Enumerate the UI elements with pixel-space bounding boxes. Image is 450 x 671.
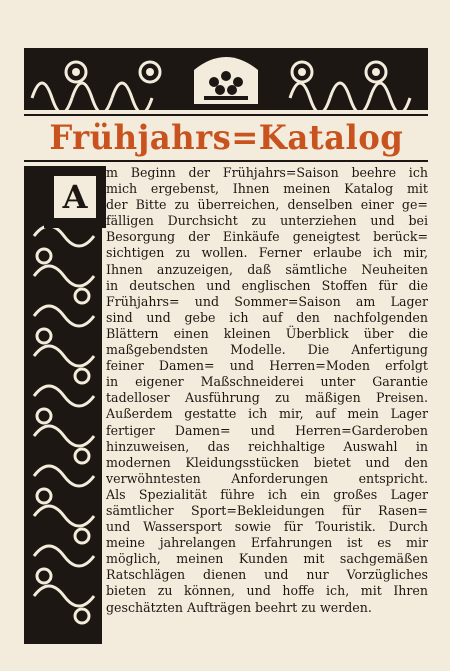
text-line: fälligen Durchsicht zu unterziehen und bei <box>106 213 428 229</box>
text-line: hinzuweisen, das reichhaltige Auswahl in <box>106 438 428 454</box>
text-line: verwöhntesten Anforderungen entspricht. <box>106 470 428 486</box>
text-line: Frühjahrs= und Sommer=Saison am Lager <box>106 293 428 309</box>
text-line: in deutschen und englischen Stoffen für die <box>106 277 428 293</box>
text-line: in eigener Maßschneiderei unter Garantie <box>106 374 428 390</box>
page-title: Frühjahrs=Katalog <box>48 118 404 158</box>
text-line: mich ergebenst, Ihnen meinen Katalog mit <box>106 181 428 197</box>
text-line: möglich, meinen Kunden mit sachgemäßen <box>106 551 428 567</box>
text-line: Ratschlägen dienen und nur Vorzügliches <box>106 567 428 583</box>
text-line: Ihnen anzuzeigen, daß sämtliche Neuheiten <box>106 261 428 277</box>
text-line: und Wassersport sowie für Touristik. Durch <box>106 519 428 535</box>
ornamental-border-left <box>24 166 102 644</box>
initial-letter: A <box>62 178 88 216</box>
initial-letter-box <box>44 166 106 228</box>
text-line: Als Spezialität führe ich ein großes Lager <box>106 486 428 502</box>
text-line: Außerdem gestatte ich mir, auf mein Lager <box>106 406 428 422</box>
text-line: Blättern einen kleinen Überblick über die <box>106 325 428 341</box>
text-line: maßgebendsten Modelle. Die Anfertigung <box>106 342 428 358</box>
text-line: fertiger Damen= und Herren=Garderoben <box>106 422 428 438</box>
text-line: der Bitte zu überreichen, denselben einer ge= <box>106 197 428 213</box>
text-line: Besorgung der Einkäufe geneigtest berück= <box>106 229 428 245</box>
text-line: geschätzten Aufträgen beehrt zu werden. <box>106 599 372 615</box>
text-line: sämtlicher Sport=Bekleidungen für Rasen= <box>106 502 428 518</box>
text-line: feiner Damen= und Herren=Moden erfolgt <box>106 358 428 374</box>
text-line: meine jahrelangen Erfahrungen ist es mir <box>106 535 428 551</box>
text-line: tadelloser Ausführung zu mäßigen Preisen. <box>106 390 428 406</box>
title-band <box>24 114 428 162</box>
text-line: modernen Kleidungsstücken bietet und den <box>106 454 428 470</box>
text-line: sind und gebe ich auf den nachfolgenden <box>106 309 428 325</box>
ornamental-frieze <box>24 38 428 110</box>
body-text <box>106 165 428 616</box>
text-line: bieten zu können, und hoffe ich, mit Ihren <box>106 583 428 599</box>
text-line: m Beginn der Frühjahrs=Saison beehre ich <box>106 165 428 180</box>
text-line: sichtigen zu wollen. Ferner erlaube ich mir, <box>106 245 428 261</box>
